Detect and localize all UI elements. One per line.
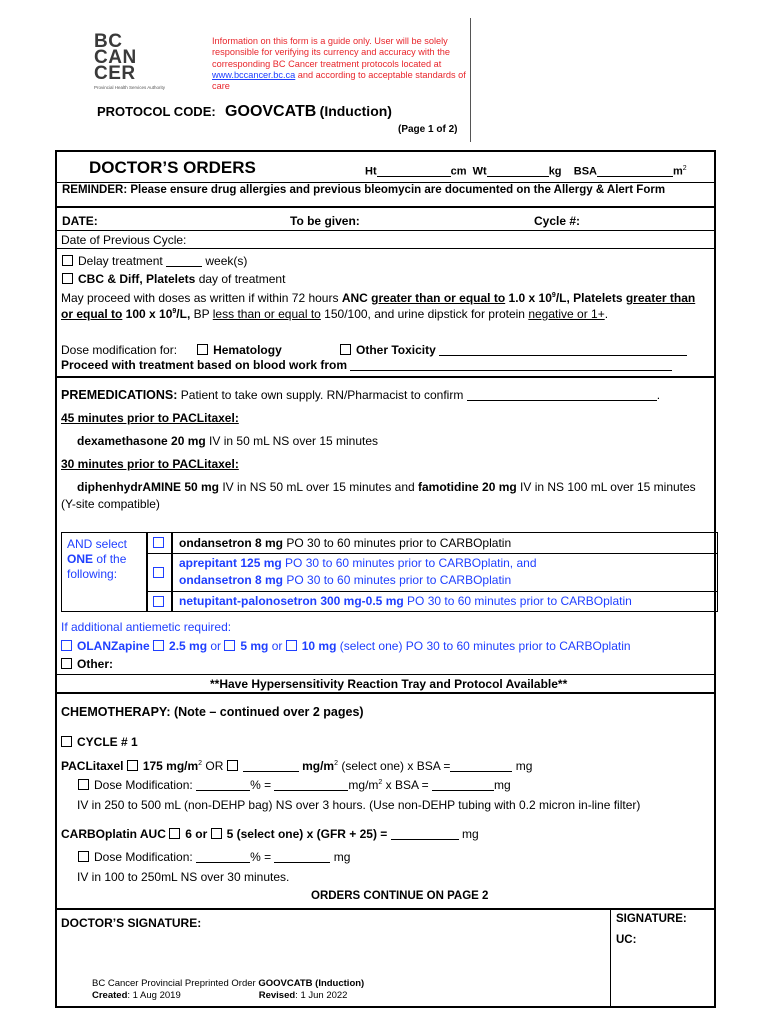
uc-label: UC: [616, 934, 637, 946]
olanzapine: OLANZapine [77, 639, 150, 653]
carbo-pct-field[interactable] [196, 862, 250, 863]
divider [55, 692, 716, 694]
proceed-blood-row [61, 358, 672, 372]
olanz-10-checkbox[interactable] [286, 640, 297, 651]
divider [55, 206, 716, 208]
wt-field[interactable] [487, 176, 549, 177]
olanzapine-row [61, 639, 631, 653]
premed-30-heading: 30 minutes prior to PACLitaxel: [61, 457, 239, 471]
disclaimer-text-end: and according to acceptable standards of care [212, 69, 466, 92]
antiemetic-opt3 [172, 591, 718, 612]
paclitaxel: PACLitaxel [61, 759, 124, 773]
delay-treatment-row [62, 254, 247, 268]
other-antiemetic: Other: [77, 657, 113, 671]
carboplatin: CARBOplatin AUC [61, 827, 166, 841]
kg-label: kg [548, 165, 562, 178]
mgm2: mg/m [302, 759, 335, 773]
per-l: /L, Platelets [555, 291, 626, 305]
divider [55, 674, 716, 675]
divider [55, 248, 716, 249]
aprepitant-checkbox[interactable] [153, 567, 164, 578]
logo-tagline: Provincial Health Services Authority [94, 85, 166, 90]
other-antiemetic-checkbox[interactable] [61, 658, 72, 669]
delay-checkbox[interactable] [62, 255, 73, 266]
cbc-row [62, 272, 285, 286]
other-toxicity-field[interactable] [439, 355, 687, 356]
pacli-iv: IV in 250 to 500 mL (non-DEHP bag) NS over 3 hours. (Use non-DEHP tubing with 0.2 micron in-line filter) [77, 798, 641, 812]
proceed-blood-field[interactable] [350, 370, 672, 371]
proceed-text: May proceed with doses as written if within 72 hours [61, 291, 342, 305]
opt1-cb-cell [147, 532, 172, 554]
previous-cycle-label: Date of Previous Cycle: [61, 233, 187, 247]
greater-than: greater than [625, 291, 696, 305]
opt3-cb-cell [147, 591, 172, 612]
hypersensitivity-note: **Have Hypersensitivity Reaction Tray and Protocol Available** [210, 677, 568, 691]
signature-divider [610, 910, 611, 1008]
of-the: of the [93, 552, 127, 566]
olanz-5-checkbox[interactable] [224, 640, 235, 651]
or: or [207, 639, 225, 653]
olanzapine-checkbox[interactable] [61, 640, 72, 651]
protocol-code [97, 103, 392, 121]
or: OR [202, 759, 227, 773]
reminder: REMINDER: Please ensure drug allergies and previous bleomycin are documented on the Allergy & Alert Form [62, 184, 666, 196]
cm-label: cm [450, 165, 467, 178]
protocol-label: PROTOCOL CODE: [97, 104, 216, 119]
cycle-label: Cycle #: [534, 214, 581, 228]
diphenhydramine-row [77, 480, 696, 494]
other-toxicity-label: Other Toxicity [356, 343, 436, 357]
pct-eq: % = [250, 778, 272, 792]
logo-line-3: CER [94, 63, 136, 84]
dose-mod-label: Dose Modification: [94, 778, 193, 792]
ondansetron: ondansetron 8 mg [179, 573, 284, 587]
weeks-label: week(s) [205, 254, 248, 268]
anc-value: 1.0 x 10 [505, 291, 552, 305]
proceed-line-1 [61, 291, 695, 305]
mgm2: mg/m [348, 778, 379, 792]
pacli-dose-mod-row: Dose Modification: % = $mg/m^2$ x BSA = mg [78, 778, 511, 792]
other-toxicity [340, 343, 687, 357]
carbo-dose-mod-row [78, 850, 350, 864]
footer-code: GOOVCATB (Induction) [258, 978, 365, 989]
proceed-line-2 [61, 307, 608, 321]
hematology-checkbox[interactable] [197, 344, 208, 355]
ysite: (Y-site compatible) [61, 497, 160, 511]
and-select: AND select [67, 537, 128, 551]
dexamethasone: dexamethasone 20 mg [77, 434, 206, 448]
sup9: 9 [551, 292, 556, 299]
mg: mg [462, 827, 479, 841]
auc6: 6 or [185, 827, 208, 841]
antiemetic-opt1 [172, 532, 718, 554]
other-antiemetic-row [61, 657, 113, 671]
sup9: 9 [172, 308, 177, 315]
auc5-checkbox[interactable] [211, 828, 222, 839]
ht-field[interactable] [377, 176, 451, 177]
premed-45-heading: 45 minutes prior to PACLitaxel: [61, 411, 239, 425]
mg: mg [515, 759, 533, 773]
delay-label: Delay treatment [78, 254, 163, 268]
cycle1-checkbox[interactable] [61, 736, 72, 747]
hematology-label: Hematology [213, 343, 282, 357]
premed-rest: Patient to take own supply. RN/Pharmacist to confirm [177, 388, 464, 402]
following: following: [67, 567, 118, 581]
dose-2-5: 2.5 mg [169, 639, 208, 653]
doctor-signature-label: DOCTOR’S SIGNATURE: [61, 916, 202, 930]
logo-line-2: CAN [94, 47, 137, 68]
lte: less than or equal to [212, 307, 321, 321]
created-label: Created [92, 990, 128, 1001]
one: ONE [67, 552, 94, 566]
period: . [656, 388, 661, 402]
and-select-one [67, 537, 127, 582]
pacli-175-checkbox[interactable] [127, 760, 138, 771]
created-date: : 1 Aug 2019 [127, 990, 181, 1001]
pct-eq: % = [250, 850, 272, 864]
revised-label: Revised [258, 990, 296, 1001]
x-bsa: x BSA = [382, 778, 429, 792]
footer [92, 978, 364, 1002]
to-be-given-label: To be given: [290, 214, 360, 228]
carbo-iv: IV in 100 to 250mL NS over 30 minutes. [77, 870, 290, 884]
orders-continue: ORDERS CONTINUE ON PAGE 2 [311, 890, 489, 902]
carbo-mod-total-field[interactable] [274, 862, 330, 863]
pacli-mgm2-field[interactable] [274, 790, 348, 791]
netupitant-checkbox[interactable] [153, 596, 164, 607]
divider [55, 230, 716, 231]
page-indicator: (Page 1 of 2) [398, 124, 458, 135]
antiemetic-opt2 [172, 553, 718, 592]
gte: greater than or equal to [371, 291, 506, 305]
premed-title: PREMEDICATIONS: [61, 388, 178, 402]
dose-mod-label: Dose modification for: [61, 343, 178, 357]
bp-value: 150/100, and urine dipstick for protein [320, 307, 529, 321]
doctors-orders-title: DOCTOR’S ORDERS [89, 158, 256, 177]
divider [55, 376, 716, 378]
netupitant: netupitant-palonosetron 300 mg-0.5 mg [179, 594, 404, 608]
cbc-checkbox[interactable] [62, 273, 73, 284]
protocol-code-value: GOOVCATB [225, 103, 317, 120]
pacli-total-field[interactable] [450, 771, 512, 772]
opt2a-rest: PO 30 to 60 minutes prior to CARBOplatin, and [281, 556, 537, 570]
pacli-dose: 175 mg/m [142, 759, 199, 773]
disclaimer [212, 36, 467, 92]
dose-5: 5 mg [240, 639, 269, 653]
paclitaxel-row: PACLitaxel 175 $mg/m^2$ OR $mg/m^2$ (select one) x BSA = mg [61, 759, 533, 773]
ondansetron-checkbox[interactable] [153, 537, 164, 548]
aprepitant: aprepitant 125 mg [179, 556, 282, 570]
famotidine: famotidine 20 mg [418, 480, 517, 494]
or-equal-to: or equal to [61, 307, 123, 321]
disclaimer-link[interactable]: www.bccancer.bc.ca [212, 69, 296, 80]
proceed-blood-label: Proceed with treatment based on blood work from [61, 358, 348, 372]
dexamethasone-rest: IV in 50 mL NS over 15 minutes [205, 434, 379, 448]
anc: ANC [341, 291, 372, 305]
pacli-custom-field[interactable] [243, 771, 299, 772]
chemo-title: CHEMOTHERAPY: (Note – continued over 2 pages) [61, 705, 364, 719]
bsa-field[interactable] [597, 176, 673, 177]
wt-label: Wt [472, 165, 487, 178]
signature-label: SIGNATURE: [616, 913, 687, 925]
cycle1-row [61, 735, 138, 749]
ht-label: Ht [365, 165, 377, 178]
cbc-rest: day of treatment [195, 272, 286, 286]
dose-mod-label: Dose Modification: [94, 850, 193, 864]
period: . [604, 307, 609, 321]
pacli-dose-mod-checkbox[interactable] [78, 779, 89, 790]
famotidine-rest: IV in NS 100 mL over 15 minutes [516, 480, 696, 494]
premed-title-row [61, 388, 660, 402]
disclaimer-text: Information on this form is a guide only. User will be solely responsible for verifying its currency and accuracy with the corresponding BC Cancer treatment protocols located at [212, 36, 450, 69]
diphenhydramine-rest: IV in NS 50 mL over 15 minutes and [219, 480, 419, 494]
carbo-dose-mod-checkbox[interactable] [78, 851, 89, 862]
carboplatin-row [61, 827, 479, 841]
opt1-rest: PO 30 to 60 minutes prior to CARBOplatin [283, 536, 512, 550]
cycle1-label: CYCLE # 1 [77, 735, 138, 749]
pacli-mod-total-field[interactable] [432, 790, 494, 791]
dose-mod-row [61, 343, 282, 357]
diphenhydramine: diphenhydrAMINE 50 mg [77, 480, 220, 494]
other-toxicity-checkbox[interactable] [340, 344, 351, 355]
or: or [268, 639, 286, 653]
carbo-total-field[interactable] [391, 839, 459, 840]
revised-date: : 1 Jun 2022 [295, 990, 348, 1001]
auc5: 5 (select one) x (GFR + 25) = [226, 827, 388, 841]
olanz-rest: (select one) PO 30 to 60 minutes prior to CARBOplatin [336, 639, 631, 653]
dose-10: 10 mg [301, 639, 337, 653]
additional-antiemetic: If additional antiemetic required: [61, 620, 232, 634]
protocol-phase: (Induction) [319, 103, 392, 119]
mg: mg [333, 850, 351, 864]
footer-order: BC Cancer Provincial Preprinted Order [92, 978, 259, 989]
select-bsa: (select one) x BSA = [338, 759, 451, 773]
opt3-rest: PO 30 to 60 minutes prior to CARBOplatin [403, 594, 632, 608]
measurements: Ht cm Wt kg BSA $m^2$ [365, 165, 687, 178]
per-l: /L, [176, 307, 191, 321]
mg: mg [494, 778, 511, 792]
m2-label: m [673, 165, 683, 178]
date-label: DATE: [62, 214, 98, 228]
auc6-checkbox[interactable] [169, 828, 180, 839]
divider [55, 908, 716, 910]
bsa-label: BSA [573, 165, 597, 178]
bc-cancer-logo [94, 31, 204, 104]
dexamethasone-row [77, 434, 378, 448]
delay-weeks-field[interactable] [166, 266, 202, 267]
bp: BP [190, 307, 213, 321]
ondansetron: ondansetron 8 mg [179, 536, 284, 550]
opt2-cb-cell [147, 553, 172, 592]
olanz-2-5-checkbox[interactable] [153, 640, 164, 651]
divider [55, 182, 716, 183]
pacli-custom-checkbox[interactable] [227, 760, 238, 771]
platelet-value: 100 x 10 [122, 307, 173, 321]
pacli-pct-field[interactable] [196, 790, 250, 791]
opt2b-rest: PO 30 to 60 minutes prior to CARBOplatin [283, 573, 512, 587]
confirm-field[interactable] [467, 400, 657, 401]
cbc-label: CBC & Diff, Platelets [78, 272, 196, 286]
negative: negative or 1+ [528, 307, 605, 321]
logo-line-1: BC [94, 31, 123, 52]
header-divider [470, 18, 471, 142]
